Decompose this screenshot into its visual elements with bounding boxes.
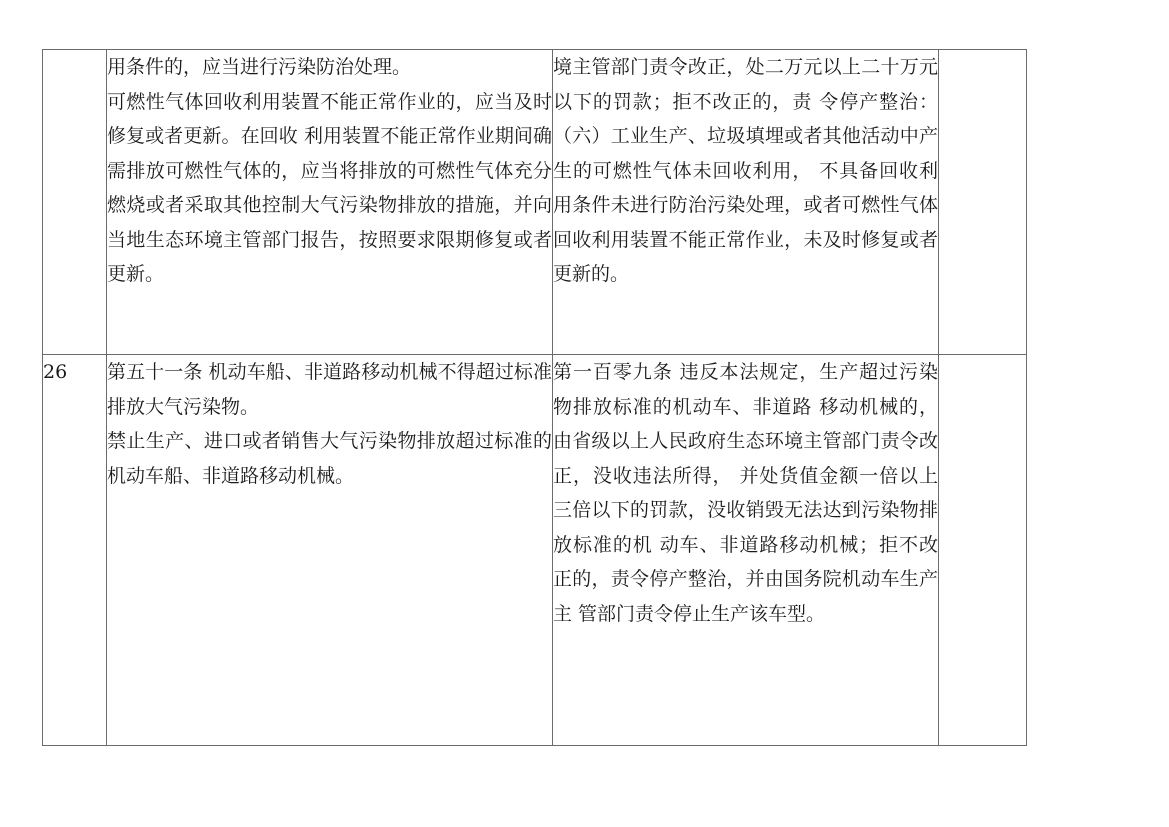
provision-cell [107, 355, 553, 746]
penalty-cell [553, 355, 939, 746]
table-row [43, 50, 1027, 355]
penalty-paragraph: 第一百零九条 违反本法规定，生产超过污染物排放标准的机动车、非道路 移动机械的，由省级以上人民政府生态环境主管部门责令改正，没收违法所得， 并处货值金额一倍以上三倍以下的罚款，没收销毁无法达到污染物排放标准的机 动车、非道路移动机械；拒不改正的，责令停产整治，并由国务院机动车生产主 管部门责令停止生产该车型。 [553, 361, 938, 625]
penalty-paragraph: 境主管部门责令改正，处二万元以上二十万元以下的罚款；拒不改正的，责 令停产整治：（六）工业生产、垃圾填埋或者其他活动中产生的可燃性气体未回收利用， 不具备回收利用条件未进行防治污染处理，或者可燃性气体回收利用装置不能正常作业，未及时修复或者更新的。 [553, 56, 938, 285]
remark-cell [939, 50, 1027, 355]
table-row [43, 355, 1027, 746]
row-number-cell [43, 50, 107, 355]
remark-cell [939, 355, 1027, 746]
row-number-cell: 26 [43, 355, 107, 746]
provision-paragraph: 可燃性气体回收利用装置不能正常作业的，应当及时修复或者更新。在回收 利用装置不能正常作业期间确需排放可燃性气体的，应当将排放的可燃性气体充分燃烧或者采取其他控制大气污染物排放的措施，并向当地生态环境主管部门报告，按照要求限期修复或者更新。 [107, 90, 552, 285]
provision-paragraph: 第五十一条 机动车船、非道路移动机械不得超过标准排放大气污染物。 [107, 361, 552, 418]
provision-cell [107, 50, 553, 355]
provision-paragraph: 用条件的，应当进行污染防治处理。 [107, 56, 412, 78]
provision-paragraph: 禁止生产、进口或者销售大气污染物排放超过标准的机动车船、非道路移动机械。 [107, 430, 552, 487]
penalty-cell [553, 50, 939, 355]
regulation-table [42, 49, 1027, 746]
